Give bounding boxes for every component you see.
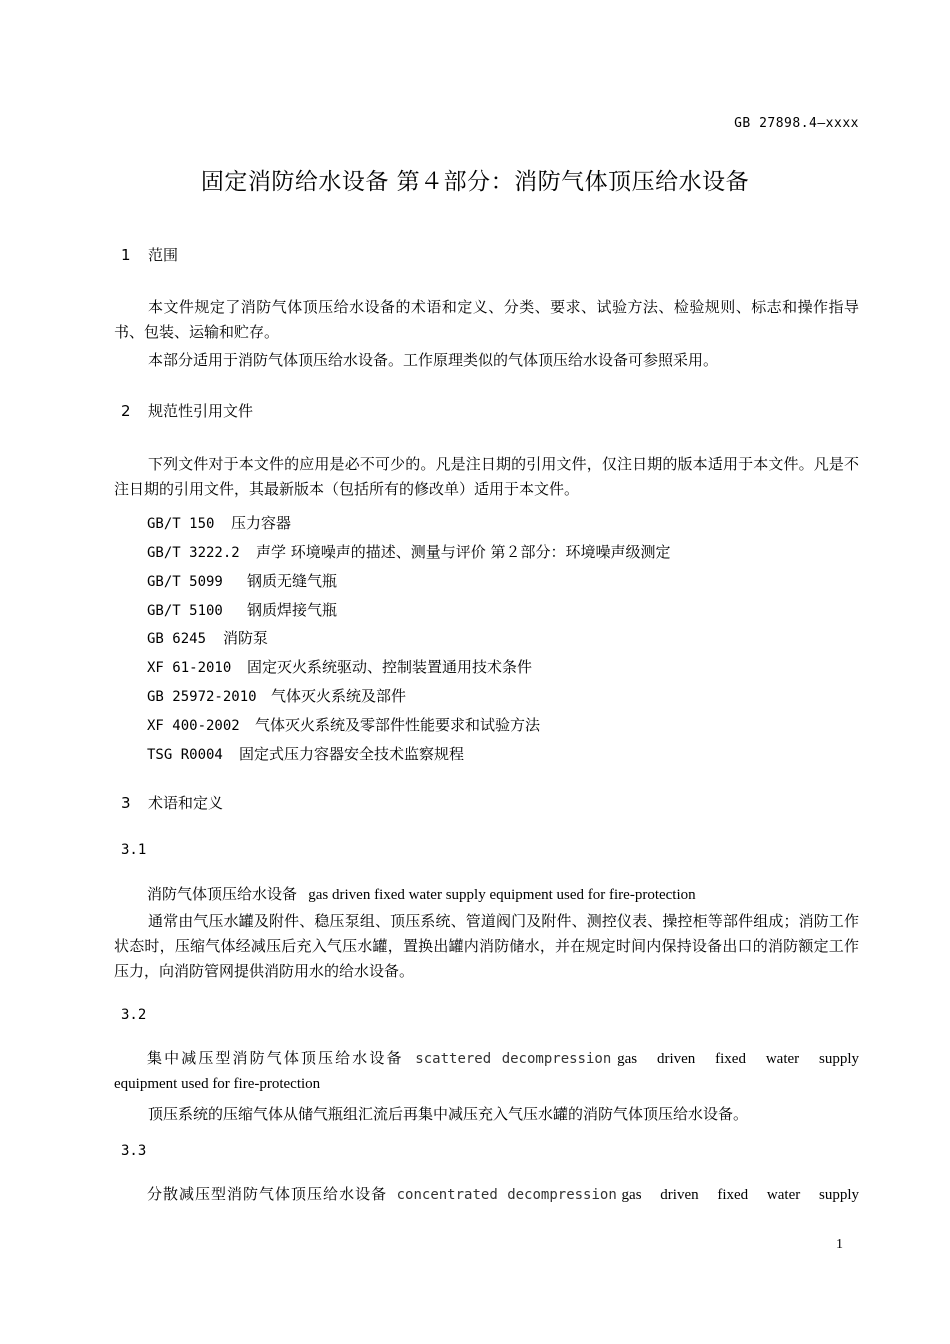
reference-item [147,541,671,562]
paragraph: 下列文件对于本文件的应用是必不可少的。凡是注日期的引用文件，仅注日期的版本适用于本文件。凡是不注日期的引用文件，其最新版本（包括所有的修改单）适用于本文件。 [114,455,859,498]
standard-code: GB 27898.4—xxxx [734,116,859,131]
term-entry [147,1047,859,1068]
reference-code: XF 400-2002 [147,718,240,734]
reference-name: 消防泵 [223,629,269,647]
reference-name: 钢质焊接气瓶 [247,601,338,619]
term-chinese: 分散减压型消防气体顶压给水设备 [147,1185,388,1203]
reference-item [147,627,268,648]
section-number: 1 [121,246,131,264]
term-chinese: 集中减压型消防气体顶压给水设备 [147,1049,404,1067]
reference-name: 压力容器 [231,514,292,532]
term-chinese: 消防气体顶压给水设备 [147,885,298,903]
reference-name: 气体灭火系统及零部件性能要求和试验方法 [255,716,541,734]
paragraph: 本部分适用于消防气体顶压给水设备。工作原理类似的气体顶压给水设备可参照采用。 [148,351,719,369]
term-entry [147,1183,859,1204]
reference-name: 固定灭火系统驱动、控制装置通用技术条件 [247,658,533,676]
reference-item [147,512,291,533]
term-english-part: concentrated decompression [396,1187,617,1203]
page-number: 1 [836,1237,843,1252]
term-english-continuation: equipment used for fire-protection [114,1076,321,1092]
term-number: 3.2 [121,1007,147,1023]
reference-code: TSG R0004 [147,747,223,763]
document-title: 固定消防给水设备 第４部分：消防气体顶压给水设备 [200,169,750,195]
section-1-heading [121,244,178,265]
reference-item [147,599,337,620]
reference-name: 固定式压力容器安全技术监察规程 [239,745,465,763]
term-english-part: gas driven fixed water supply [617,1051,859,1067]
reference-name: 声学 环境噪声的描述、测量与评价 第２部分：环境噪声级测定 [256,543,671,561]
reference-name: 钢质无缝气瓶 [247,572,338,590]
reference-item [147,656,532,677]
term-number: 3.3 [121,1143,147,1159]
reference-code: GB/T 5100 [147,603,223,619]
section-3-heading [121,792,223,813]
term-english: gas driven fixed water supply equipment used for fire-protection [308,887,696,903]
term-number: 3.1 [121,842,147,858]
section-title: 规范性引用文件 [148,402,254,420]
term-entry [147,883,859,904]
reference-code: XF 61-2010 [147,660,232,676]
reference-code: GB/T 5099 [147,574,223,590]
reference-code: GB 6245 [147,631,207,647]
section-title: 术语和定义 [148,794,224,812]
reference-code: GB/T 3222.2 [147,545,240,561]
paragraph: 本文件规定了消防气体顶压给水设备的术语和定义、分类、要求、试验方法、检验规则、标志和操作指导书、包装、运输和贮存。 [114,298,859,341]
reference-item [147,685,406,706]
reference-code: GB 25972-2010 [147,689,257,705]
reference-item [147,714,540,735]
reference-item [147,570,337,591]
term-english-part: scattered decompression [415,1051,612,1067]
section-2-heading [121,400,253,421]
section-number: 2 [121,402,131,420]
reference-item [147,743,464,764]
term-definition: 通常由气压水罐及附件、稳压泵组、顶压系统、管道阀门及附件、测控仪表、操控柜等部件组成；消防工作状态时，压缩气体经减压后充入气压水罐，置换出罐内消防储水，并在规定时间内保持设备出口的消防额定工作压力，向消防管网提供消防用水的给水设备。 [114,912,859,980]
reference-code: GB/T 150 [147,516,215,532]
term-english-part: gas driven fixed water supply [621,1187,860,1203]
term-definition: 顶压系统的压缩气体从储气瓶组汇流后再集中减压充入气压水罐的消防气体顶压给水设备。 [148,1105,749,1123]
section-number: 3 [121,794,131,812]
section-title: 范围 [148,246,179,264]
reference-name: 气体灭火系统及部件 [271,687,407,705]
